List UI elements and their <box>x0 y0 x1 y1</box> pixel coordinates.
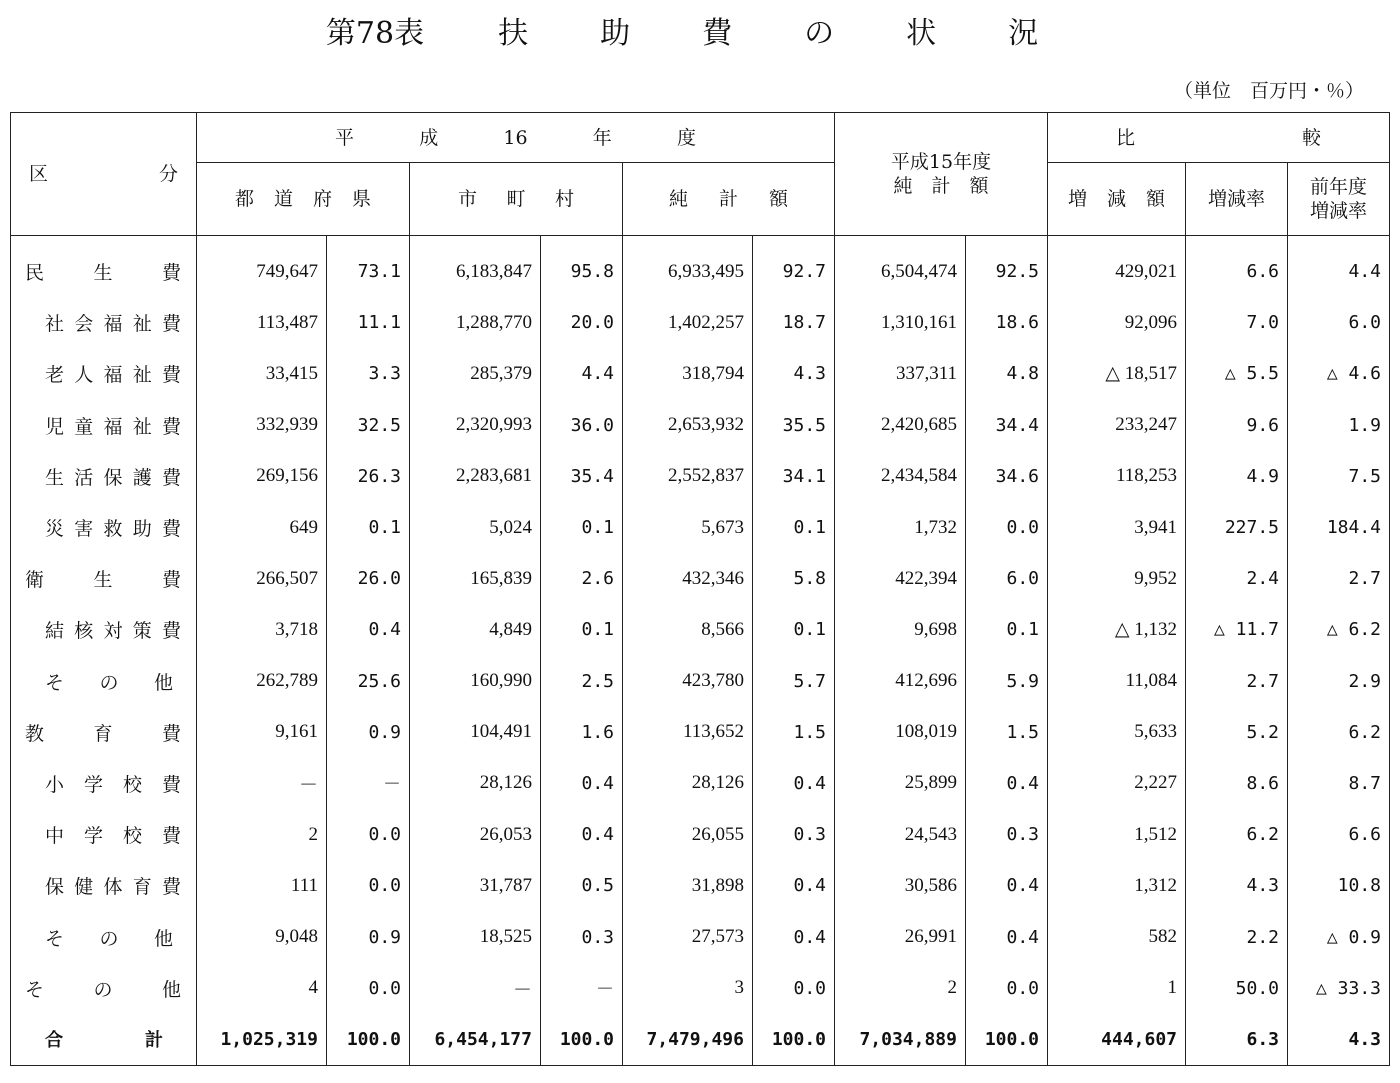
header-net-total-char: 計 <box>718 188 738 210</box>
table-cell: 444,607 <box>1048 1014 1186 1066</box>
table-cell: 0.0 <box>966 502 1048 553</box>
table-cell: 0.0 <box>966 963 1048 1014</box>
table-cell: 429,021 <box>1048 236 1186 298</box>
table-cell: 7.0 <box>1186 297 1288 348</box>
table-cell: 95.8 <box>541 236 623 298</box>
table-cell: 27,573 <box>623 911 753 962</box>
table-cell: △ 18,517 <box>1048 348 1186 399</box>
header-comparison <box>1048 113 1390 163</box>
table-cell: 3 <box>623 963 753 1014</box>
table-cell: 11.1 <box>327 297 410 348</box>
table-cell: 6.3 <box>1186 1014 1288 1066</box>
row-label: 児 童 福 祉 費 <box>11 400 197 451</box>
table-row <box>11 860 1390 911</box>
row-label: 民 生 費 <box>11 236 197 298</box>
header-comparison-char: 較 <box>1301 126 1321 149</box>
table-cell: △ 11.7 <box>1186 604 1288 655</box>
table-cell: △ 0.9 <box>1288 911 1390 962</box>
table-cell: 582 <box>1048 911 1186 962</box>
table-cell: 2 <box>197 809 327 860</box>
table-cell: 0.4 <box>966 860 1048 911</box>
table-cell: 2.6 <box>541 553 623 604</box>
table-cell: 25,899 <box>835 758 966 809</box>
header-net-total <box>623 163 835 236</box>
table-cell: 0.4 <box>327 604 410 655</box>
title-char: 扶 <box>498 16 529 51</box>
table-cell: 5,024 <box>410 502 541 553</box>
table-cell: 1.5 <box>753 707 835 758</box>
table-cell: 5.7 <box>753 656 835 707</box>
unit-note: （単位 百万円・％） <box>1173 80 1364 102</box>
table-cell: 2.5 <box>541 656 623 707</box>
table-cell: 2,420,685 <box>835 400 966 451</box>
header-category <box>11 113 197 236</box>
table-title <box>0 8 1400 52</box>
table-cell: △ 33.3 <box>1288 963 1390 1014</box>
table-cell: 26.3 <box>327 451 410 502</box>
header-change-amount <box>1048 163 1186 236</box>
table-cell: 4.8 <box>966 348 1048 399</box>
header-net-total-char: 純 <box>669 188 689 210</box>
header-prefecture-char: 道 <box>273 188 293 210</box>
table-cell: 0.3 <box>753 809 835 860</box>
table-cell: 4 <box>197 963 327 1014</box>
table-cell: 34.6 <box>966 451 1048 502</box>
table-row <box>11 297 1390 348</box>
table-row <box>11 758 1390 809</box>
table-cell: 7,479,496 <box>623 1014 753 1066</box>
row-label: そ の 他 <box>11 963 197 1014</box>
table-cell: 6.0 <box>966 553 1048 604</box>
table-cell: 26,055 <box>623 809 753 860</box>
table-cell: 10.8 <box>1288 860 1390 911</box>
table-cell: 26,991 <box>835 911 966 962</box>
table-cell: 1,512 <box>1048 809 1186 860</box>
header-prefecture <box>197 163 410 236</box>
table-cell: 0.1 <box>753 502 835 553</box>
row-label: 社 会 福 祉 費 <box>11 297 197 348</box>
table-cell: 332,939 <box>197 400 327 451</box>
table-cell: 0.9 <box>327 911 410 962</box>
table-cell: 9,698 <box>835 604 966 655</box>
table-cell: 100.0 <box>541 1014 623 1066</box>
table-cell: 4,849 <box>410 604 541 655</box>
row-label: 教 育 費 <box>11 707 197 758</box>
header-fy16-char: 年 <box>592 126 612 149</box>
row-label: 衛 生 費 <box>11 553 197 604</box>
table-row <box>11 963 1390 1014</box>
table-row <box>11 348 1390 399</box>
table-cell: 2,227 <box>1048 758 1186 809</box>
table-cell: 33,415 <box>197 348 327 399</box>
table-row <box>11 911 1390 962</box>
table-cell: 28,126 <box>410 758 541 809</box>
table-cell: 4.4 <box>541 348 623 399</box>
table-cell: 2.9 <box>1288 656 1390 707</box>
table-row <box>11 400 1390 451</box>
header-prefecture-char: 府 <box>312 188 332 210</box>
table-cell: 32.5 <box>327 400 410 451</box>
header-fy16-char: 平 <box>335 126 355 149</box>
table-cell: 92.7 <box>753 236 835 298</box>
table-cell: 0.1 <box>966 604 1048 655</box>
table-cell: 9.6 <box>1186 400 1288 451</box>
table-cell: － <box>197 758 327 809</box>
table-cell: 233,247 <box>1048 400 1186 451</box>
table-cell: 6,504,474 <box>835 236 966 298</box>
table-cell: 34.1 <box>753 451 835 502</box>
table-cell: 1,025,319 <box>197 1014 327 1066</box>
table-cell: 2,552,837 <box>623 451 753 502</box>
table-cell: 4.3 <box>753 348 835 399</box>
row-label: 小 学 校 費 <box>11 758 197 809</box>
row-label: 合 計 <box>11 1014 197 1066</box>
table-cell: 26.0 <box>327 553 410 604</box>
row-label: 災 害 救 助 費 <box>11 502 197 553</box>
table-cell: 100.0 <box>966 1014 1048 1066</box>
table-cell: 1,732 <box>835 502 966 553</box>
header-municipality-char: 村 <box>554 188 574 210</box>
table-cell: 1,310,161 <box>835 297 966 348</box>
table-cell: 1 <box>1048 963 1186 1014</box>
row-label: そ の 他 <box>11 911 197 962</box>
table-cell: 3.3 <box>327 348 410 399</box>
table-cell: 0.0 <box>753 963 835 1014</box>
table-cell: 0.0 <box>327 809 410 860</box>
table-cell: 4.3 <box>1288 1014 1390 1066</box>
table-cell: 0.4 <box>541 758 623 809</box>
table-cell: 7,034,889 <box>835 1014 966 1066</box>
table-cell: － <box>410 963 541 1014</box>
title-char: 費 <box>702 16 733 51</box>
table-cell: 5,673 <box>623 502 753 553</box>
row-label: 老 人 福 祉 費 <box>11 348 197 399</box>
table-cell: 160,990 <box>410 656 541 707</box>
table-cell: 184.4 <box>1288 502 1390 553</box>
header-municipality-char: 町 <box>506 188 526 210</box>
table-cell: 6.2 <box>1288 707 1390 758</box>
table-cell: 6.0 <box>1288 297 1390 348</box>
table-cell: △ 5.5 <box>1186 348 1288 399</box>
table-cell: － <box>541 963 623 1014</box>
table-cell: 0.9 <box>327 707 410 758</box>
table-cell: 0.1 <box>753 604 835 655</box>
table-cell: 0.5 <box>541 860 623 911</box>
header-fy16-char: 成 <box>419 126 439 149</box>
table-cell: 0.4 <box>753 911 835 962</box>
header-prev-change-rate: 前年度 増減率 <box>1288 163 1390 236</box>
table-row <box>11 553 1390 604</box>
table-cell: 9,161 <box>197 707 327 758</box>
table-cell: － <box>327 758 410 809</box>
table-cell: 18.7 <box>753 297 835 348</box>
table-cell: 266,507 <box>197 553 327 604</box>
title-char: の <box>804 16 835 51</box>
table-cell: 2,653,932 <box>623 400 753 451</box>
table-cell: 31,787 <box>410 860 541 911</box>
title-char: 助 <box>600 16 631 51</box>
table-cell: 3,718 <box>197 604 327 655</box>
table-title-words <box>462 16 1074 51</box>
header-prefecture-char: 県 <box>351 188 371 210</box>
table-cell: 1,288,770 <box>410 297 541 348</box>
table-cell: 0.4 <box>966 911 1048 962</box>
table-cell: 2 <box>835 963 966 1014</box>
table-cell: △ 6.2 <box>1288 604 1390 655</box>
table-cell: 2.2 <box>1186 911 1288 962</box>
header-municipality <box>410 163 623 236</box>
table-cell: 6.6 <box>1186 236 1288 298</box>
table-cell: 3,941 <box>1048 502 1186 553</box>
table-cell: 0.0 <box>327 860 410 911</box>
header-change-amount-char: 減 <box>1106 188 1126 210</box>
table-cell: 113,652 <box>623 707 753 758</box>
table-cell: 6,933,495 <box>623 236 753 298</box>
table-cell: 113,487 <box>197 297 327 348</box>
table-cell: 24,543 <box>835 809 966 860</box>
header-category-char: 分 <box>158 163 178 185</box>
table-row <box>11 604 1390 655</box>
table-cell: 1.9 <box>1288 400 1390 451</box>
table-cell: 423,780 <box>623 656 753 707</box>
table-cell: 1,402,257 <box>623 297 753 348</box>
table-cell: 318,794 <box>623 348 753 399</box>
table-cell: 8.7 <box>1288 758 1390 809</box>
row-label: 保 健 体 育 費 <box>11 860 197 911</box>
table-cell: 2,283,681 <box>410 451 541 502</box>
header-category-char: 区 <box>29 163 49 185</box>
table-cell: 108,019 <box>835 707 966 758</box>
table-cell: 0.3 <box>966 809 1048 860</box>
table-cell: 2.7 <box>1186 656 1288 707</box>
table-row <box>11 236 1390 298</box>
table-cell: 100.0 <box>753 1014 835 1066</box>
header-fy16-char: 度 <box>676 126 696 149</box>
table-cell: 100.0 <box>327 1014 410 1066</box>
table-cell: 2,320,993 <box>410 400 541 451</box>
table-cell: 50.0 <box>1186 963 1288 1014</box>
table-cell: 25.6 <box>327 656 410 707</box>
table-cell: 0.1 <box>327 502 410 553</box>
header-fy16 <box>197 113 835 163</box>
header-change-rate: 増減率 <box>1186 163 1288 236</box>
table-cell: 11,084 <box>1048 656 1186 707</box>
table-cell: 118,253 <box>1048 451 1186 502</box>
table-cell: 422,394 <box>835 553 966 604</box>
table-cell: △ 1,132 <box>1048 604 1186 655</box>
table-cell: 20.0 <box>541 297 623 348</box>
table-cell: 649 <box>197 502 327 553</box>
title-char: 状 <box>906 16 937 51</box>
table-cell: 73.1 <box>327 236 410 298</box>
assistance-cost-table <box>10 112 1390 1066</box>
table-row <box>11 656 1390 707</box>
header-fy16-char: 16 <box>503 126 528 149</box>
table-cell: 0.4 <box>753 758 835 809</box>
table-cell: 9,952 <box>1048 553 1186 604</box>
table-cell: 5.8 <box>753 553 835 604</box>
table-cell: 6,183,847 <box>410 236 541 298</box>
table-cell: 2.7 <box>1288 553 1390 604</box>
table-cell: 92,096 <box>1048 297 1186 348</box>
row-label: 結 核 対 策 費 <box>11 604 197 655</box>
table-cell: 34.4 <box>966 400 1048 451</box>
table-cell: 269,156 <box>197 451 327 502</box>
table-cell: 0.4 <box>541 809 623 860</box>
table-cell: 285,379 <box>410 348 541 399</box>
table-cell: 7.5 <box>1288 451 1390 502</box>
row-label: 生 活 保 護 費 <box>11 451 197 502</box>
table-cell: 432,346 <box>623 553 753 604</box>
table-cell: 18,525 <box>410 911 541 962</box>
table-cell: 5.2 <box>1186 707 1288 758</box>
table-cell: 337,311 <box>835 348 966 399</box>
table-cell: 31,898 <box>623 860 753 911</box>
table-row <box>11 502 1390 553</box>
table-cell: 6,454,177 <box>410 1014 541 1066</box>
table-cell: 0.4 <box>966 758 1048 809</box>
table-cell: 35.4 <box>541 451 623 502</box>
table-cell: 92.5 <box>966 236 1048 298</box>
table-cell: 35.5 <box>753 400 835 451</box>
table-cell: 104,491 <box>410 707 541 758</box>
table-cell: 9,048 <box>197 911 327 962</box>
table-cell: 165,839 <box>410 553 541 604</box>
table-cell: 8.6 <box>1186 758 1288 809</box>
table-cell: 0.4 <box>753 860 835 911</box>
table-cell: 5.9 <box>966 656 1048 707</box>
table-cell: 262,789 <box>197 656 327 707</box>
table-cell: 18.6 <box>966 297 1048 348</box>
table-cell: 749,647 <box>197 236 327 298</box>
table-cell: 4.3 <box>1186 860 1288 911</box>
table-cell: 28,126 <box>623 758 753 809</box>
header-comparison-char: 比 <box>1116 126 1136 149</box>
table-row <box>11 451 1390 502</box>
table-cell: 1,312 <box>1048 860 1186 911</box>
table-cell: 4.9 <box>1186 451 1288 502</box>
table-row <box>11 809 1390 860</box>
table-cell: 8,566 <box>623 604 753 655</box>
table-cell: 0.3 <box>541 911 623 962</box>
row-label: そ の 他 <box>11 656 197 707</box>
table-cell: 6.6 <box>1288 809 1390 860</box>
table-cell: 227.5 <box>1186 502 1288 553</box>
table-cell: 0.1 <box>541 502 623 553</box>
table-number: 第78表 <box>325 16 425 51</box>
header-change-amount-char: 額 <box>1145 188 1165 210</box>
row-label: 中 学 校 費 <box>11 809 197 860</box>
header-municipality-char: 市 <box>458 188 478 210</box>
table-cell: 1.6 <box>541 707 623 758</box>
header-change-amount-char: 増 <box>1068 188 1088 210</box>
table-cell: 412,696 <box>835 656 966 707</box>
table-cell: 111 <box>197 860 327 911</box>
table-cell: 26,053 <box>410 809 541 860</box>
table-cell: 0.1 <box>541 604 623 655</box>
table-cell: 5,633 <box>1048 707 1186 758</box>
header-prefecture-char: 都 <box>235 188 255 210</box>
table-cell: 6.2 <box>1186 809 1288 860</box>
table-cell: △ 4.6 <box>1288 348 1390 399</box>
table-row <box>11 707 1390 758</box>
table-body <box>11 236 1390 1066</box>
table-cell: 30,586 <box>835 860 966 911</box>
table-cell: 36.0 <box>541 400 623 451</box>
table-cell: 4.4 <box>1288 236 1390 298</box>
header-net-total-char: 額 <box>768 188 788 210</box>
total-row <box>11 1014 1390 1066</box>
title-char: 況 <box>1008 16 1039 51</box>
table-cell: 2.4 <box>1186 553 1288 604</box>
header-fy15-net: 平成15年度 純 計 額 <box>835 113 1048 236</box>
table-cell: 2,434,584 <box>835 451 966 502</box>
table-cell: 1.5 <box>966 707 1048 758</box>
table-cell: 0.0 <box>327 963 410 1014</box>
